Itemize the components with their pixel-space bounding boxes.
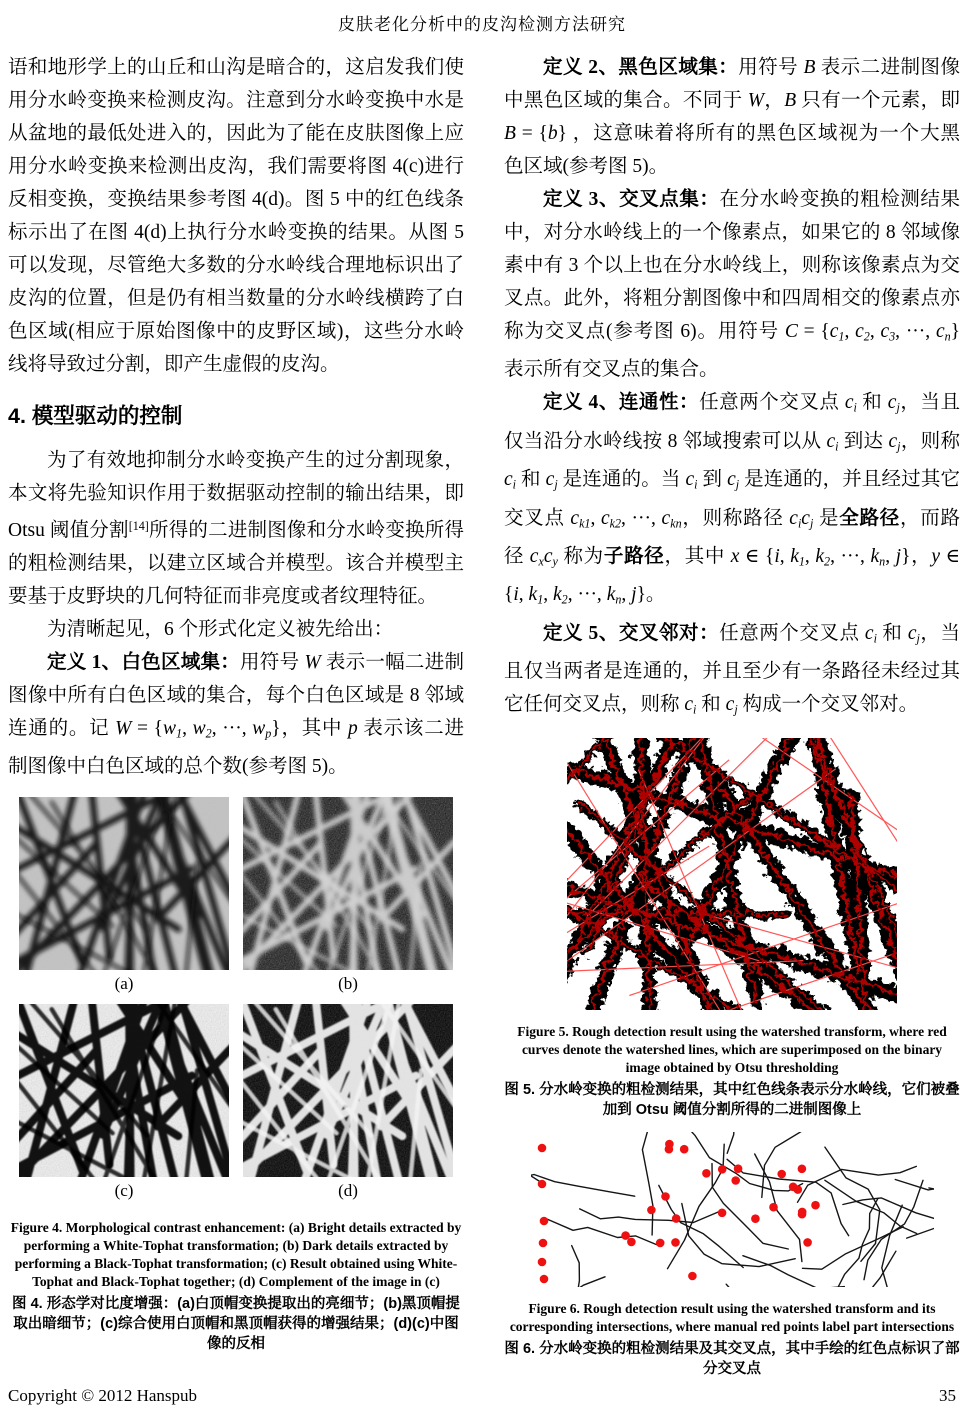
- page-header-title: 皮肤老化分析中的皮沟检测方法研究: [338, 15, 626, 34]
- right-column: [504, 51, 960, 1379]
- figure-6: [504, 1132, 960, 1379]
- paragraph-model-driven-control: 为了有效地抑制分水岭变换产生的过分割现象，本文将先验知识作用于数据驱动控制的输出结果，即 Otsu 阈值分割[14]所得的二进制图像和分水岭变换所得的粗检测结果，以建立区域合并模型。该合并模型主要基于皮野块的几何特征而非亮度或者纹理特征。: [8, 450, 464, 608]
- figure6-caption-english: Figure 6. Rough detection result using the watershed transform and its corresponding intersections, where manual red points label part intersections: [509, 1301, 955, 1335]
- figure4-caption-english: Figure 4. Morphological contrast enhancement: (a) Bright details extracted by performing a White-Tophat transformation; (b) Dark details extracted by performing a Black-Tophat transformation; (c) Result obtained using White-Tophat and Black-Tophat together; (d) Complement of the image in (c): [10, 1220, 462, 1290]
- figure4-image-white-tophat: [19, 797, 229, 970]
- figure5-caption-chinese: 图 5. 分水岭变换的粗检测结果，其中红色线条表示分水岭线，它们被叠加到 Otsu 阈值分割所得的二进制图像上: [504, 1082, 960, 1119]
- paragraph-watershed-discussion: 语和地形学上的山丘和山沟是暗合的，这启发我们使用分水岭变换来检测皮沟。注意到分水岭变换中水是从盆地的最低处进入的，因此为了能在皮肤图像上应用分水岭变换来检测出皮沟，我们需要将图 4(c)进行反相变换，变换结果参考图 4(d)。图 5 中的红色线条标示出了在图 4(d)上执行分水岭变换的结果。从图 5 可以发现，尽管绝大多数的分水岭线合理地标识出了皮沟的位置，但是仍有相当数量的分水岭线横跨了白色区域(相应于原始图像中的皮野区域)，这些分水岭线将导致过分割，即产生虚假的皮沟。: [8, 57, 464, 375]
- definition-3-intersection-set: 定义 3、交叉点集：在分水岭变换的粗检测结果中，对分水岭线上的一个像素点，如果它的 8 邻域像素中有 3 个以上也在分水岭线上，则称该像素点为交叉点。此外，将粗分割图像中和四周相交的像素点亦称为交叉点(参考图 6)。用符号 C = {c1, c2, c3, ···, cn} 表示所有交叉点的集合。: [504, 189, 961, 381]
- figure4-image-combined-enhancement: [19, 1004, 229, 1177]
- figure6-caption-chinese: 图 6. 分水岭变换的粗检测结果及其交叉点，其中手绘的红色点标识了部分交叉点: [504, 1341, 960, 1378]
- figure-4: [8, 797, 464, 1354]
- figure4-caption: [8, 1219, 464, 1354]
- definition-4-connectivity: 定义 4、连通性：任意两个交叉点 ci 和 cj，当且仅当沿分水岭线按 8 邻域搜索可以从 ci 到达 cj，则称 ci 和 cj 是连通的。当 ci 到 cj 是连通的，并且经过其它交叉点 ck1, ck2, ···, ckn，则称路径 cicj 是全路径，而路径 cxcy 称为子路径，其中 x ∈ {i, k1, k2, ···, kn, j}，y ∈ {i, k1, k2, ···, kn, j}。: [504, 392, 961, 607]
- figure4-label-a: (a): [114, 974, 134, 994]
- figure4-panel-c: [19, 1004, 229, 1211]
- figure4-panel-d: [243, 1004, 453, 1211]
- figure4-label-b: (b): [338, 974, 358, 994]
- figure6-caption: [504, 1300, 960, 1379]
- two-column-layout: [8, 51, 961, 1379]
- footer-page-number: 35: [939, 1386, 956, 1405]
- figure4-label-c: (c): [114, 1181, 134, 1201]
- figure4-label-d: (d): [338, 1181, 358, 1201]
- figure4-panel-a: [19, 797, 229, 1004]
- definition-2-black-region-set: 定义 2、黑色区域集：用符号 B 表示二进制图像中黑色区域的集合。不同于 W，B 只有一个元素，即 B = {b} ，这意味着将所有的黑色区域视为一个大黑色区域(参考图 5)。: [504, 57, 960, 177]
- figure4-panel-b: [243, 797, 453, 1004]
- figure-5: [504, 738, 960, 1120]
- figure6-image-intersections: [531, 1132, 934, 1287]
- definition-1-white-region-set: 定义 1、白色区域集：用符号 W 表示一幅二进制图像中所有白色区域的集合，每个白色区域是 8 邻域连通的。记 W = {w1, w2, ···, wp}，其中 p 表示该二进制图像中白色区域的总个数(参考图 5)。: [8, 652, 464, 778]
- figure5-image-watershed-result: [567, 738, 897, 1010]
- figure4-image-black-tophat: [243, 797, 453, 970]
- left-column: [8, 51, 464, 1379]
- figure5-caption: [504, 1023, 960, 1120]
- figure5-caption-english: Figure 5. Rough detection result using the watershed transform, where red curves denote the watershed lines, which are superimposed on the binary image obtained by Otsu thresholding: [517, 1024, 947, 1076]
- page-footer: [8, 1386, 956, 1406]
- footer-copyright: Copyright © 2012 Hanspub: [8, 1386, 198, 1405]
- paragraph-definitions-intro: 为清晰起见，6 个形式化定义被先给出：: [47, 619, 394, 641]
- figure4-caption-chinese: 图 4. 形态学对比度增强：(a)白顶帽变换提取出的亮细节；(b)黑顶帽提取出暗细节；(c)综合使用白顶帽和黑顶帽获得的增强结果；(d)(c)中图像的反相: [12, 1296, 460, 1353]
- definition-5-intersection-pair: 定义 5、交叉邻对：任意两个交叉点 ci 和 cj，当且仅当两者是连通的，并且至少有一条路径未经过其它任何交叉点，则称 ci 和 cj 构成一个交叉邻对。: [504, 622, 960, 717]
- section-4-heading: 4. 模型驱动的控制: [8, 404, 183, 428]
- figure4-panel-grid: [8, 797, 464, 1211]
- figure4-image-complement: [243, 1004, 453, 1177]
